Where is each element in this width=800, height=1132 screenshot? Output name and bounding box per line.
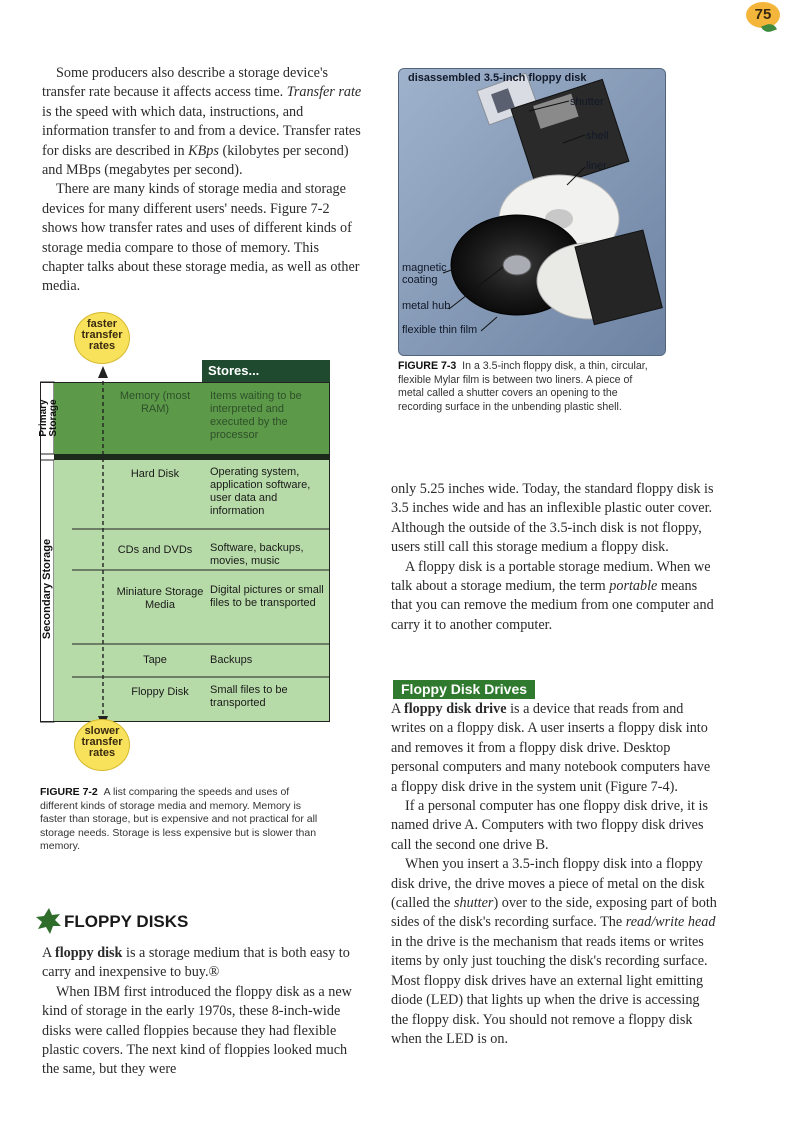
figure-7-3 [398,68,666,356]
row-medium: Miniature Storage Media [116,586,204,611]
faster-rates-badge: faster transfer rates [74,312,130,364]
figure-7-2 [40,312,340,772]
row-stores: Items waiting to be interpreted and executed by the processor [210,390,302,441]
row-stores: Small files to be transported [210,684,288,709]
primary-storage-label: Primary Storage [38,399,59,437]
label-flexible-thin-film: flexible thin film [402,324,478,336]
row-stores: Digital pictures or small files to be transported [210,584,324,609]
paragraph: When IBM first introduced the floppy disk as a new kind of storage in the early 1970s, these 8-inch-wide disks were called floppies because they had flexible plastic covers. The next kind of floppies looked much the same, but they were [42,983,352,1078]
floppy-disk-illustration [399,69,665,355]
label-liner: liner [586,160,607,172]
row-medium: Hard Disk [130,468,180,480]
label-magnetic-coating: magnetic coating [402,262,447,286]
paragraph: A floppy disk drive is a device that reads from and writes on a floppy disk. A user inserts a floppy disk into and removes it from a floppy disk drive. Desktop personal computers and many notebook computers have a floppy disk drive in the system unit (Figure 7-4). [391,701,711,795]
page-number: 75 [746,2,780,28]
slower-rates-badge: slower transfer rates [74,719,130,771]
section-number-icon [34,906,64,936]
floppy-drives-subheading: Floppy Disk Drives [393,680,535,699]
figure-7-3-title: disassembled 3.5-inch floppy disk [408,72,587,84]
floppy-section-heading: FLOPPY DISKS [64,912,189,931]
figure-7-3-caption: FIGURE 7-3 In a 3.5-inch floppy disk, a thin, circular, flexible Mylar film is between two liners. A piece of metal called a shutter covers an opening to the recording surface in the unbending plastic shell. [398,360,648,413]
secondary-storage-label: Secondary Storage [41,538,53,640]
row-medium: Memory (most RAM) [119,390,191,415]
label-shell: shell [586,130,609,142]
label-metal-hub: metal hub [402,300,451,312]
row-medium: CDs and DVDs [117,544,193,556]
intro-text [42,64,364,297]
label-shutter: shutter [570,96,604,108]
floppy-drives-text [391,700,717,1049]
figure-7-2-caption: FIGURE 7-2 A list comparing the speeds and uses of different kinds of storage media and memory. Memory is faster than storage, but is expensive and not practical for all storage needs. Storage is less expensive but is slower than memory. [40,786,318,852]
metal-hub [503,255,531,275]
paragraph: When you insert a 3.5-inch floppy disk into a floppy disk drive, the drive moves a piece of metal on the disk (called the shutter) over to the side, exposing part of both sides of the disk's recording surface. The read/write head in the drive is the mechanism that reads items or writes items by only just touching the disk's recording surface. Most floppy disk drives have an external light emitting diode (LED) that lights up when the drive is accessing the floppy disk. You should not remove a floppy disk when the LED is on. [391,856,717,1047]
stores-header: Stores... [208,363,260,378]
row-stores: Operating system, application software, user data and information [210,466,311,517]
row-stores: Software, backups, movies, music [210,542,304,567]
paragraph: There are many kinds of storage media and storage devices for many different users' needs. Figure 7-2 shows how transfer rates and uses of different kinds of storage media compare to those of memory. This chapter talks about these storage media, as well as other media. [42,181,360,295]
row-medium: Tape [143,654,167,666]
paragraph: A floppy disk is a portable storage medium. When we talk about a storage medium, the term portable means that you can remove the medium from one computer and carry it to another computer. [391,558,714,633]
row-medium: Floppy Disk [131,686,189,698]
paragraph: Some producers also describe a storage device's transfer rate because it affects access time. Transfer rate is the speed with which data, instructions, and information transfer to and from a device. Transfer rates for disks are described in KBps (kilobytes per second) and MBps (megabytes per second). [42,65,362,179]
paragraph: A floppy disk is a storage medium that is both easy to carry and inexpensive to buy.® [42,945,350,981]
row-stores: Backups [210,654,253,666]
right-column-text [391,480,717,635]
paragraph: If a personal computer has one floppy disk drive, it is named drive A. Computers with two floppy disk drives call the second one drive B. [391,798,708,853]
floppy-section-text [42,944,364,1080]
paragraph: only 5.25 inches wide. Today, the standard floppy disk is 3.5 inches wide and has an inflexible plastic outer cover. Although the outside of the 3.5-inch disk is not floppy, users still call this storage medium a floppy disk. [391,481,714,556]
